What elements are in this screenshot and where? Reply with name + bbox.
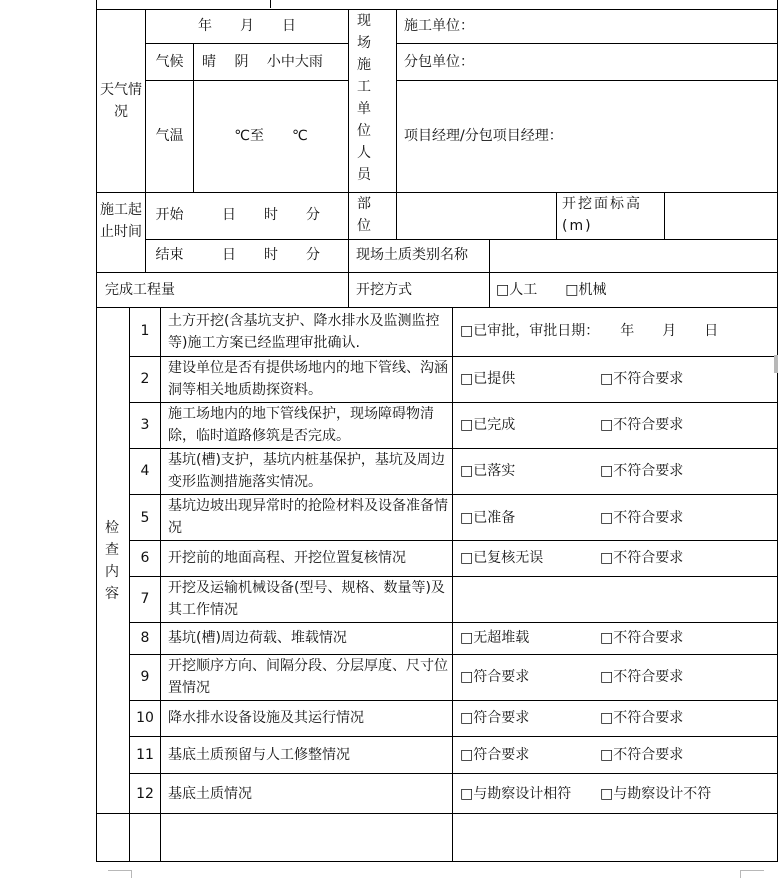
item-status-option: □与勘察设计不符 [600,786,712,802]
item-status-option: □不符合要求 [600,710,684,726]
item-number: 6 [140,550,150,566]
item-status-option: □不符合要求 [600,417,684,433]
rule [96,192,777,193]
end-time-value: 日 时 分 [222,247,320,263]
excavation-method-options: □人工 □机械 [496,282,607,298]
item-status-option: □符合要求 [460,669,530,685]
excavation-elevation-label: 开挖面标高(m) [562,196,642,234]
soil-type-label: 现场土质类别名称 [356,247,468,263]
item-number: 3 [140,417,150,433]
end-label: 结束 [155,247,184,263]
item-status-option: □不符合要求 [600,669,684,685]
item-status-option: □不符合要求 [600,371,684,387]
item-content: 降水排水设备设施及其运行情况 [168,710,364,726]
rule [96,861,777,862]
item-number: 1 [140,323,150,339]
item-status-option: □已复核无误 [460,550,544,566]
rule [145,43,348,44]
item-status-option: □已完成 [460,417,516,433]
item-content: 基坑(槽)周边荷载、堆载情况 [168,630,347,646]
page-corner-mark [108,870,132,871]
item-content: 开挖及运输机械设备(型号、规格、数量等)及其工作情况 [168,580,445,618]
item-number: 2 [140,371,150,387]
part-label: 部位 [357,196,371,234]
item-content: 基坑边坡出现异常时的抢险材料及设备准备情况 [168,498,448,536]
site-staff-label: 现场施工单位人员 [357,13,371,183]
item-number: 12 [136,786,154,802]
item-status-option: □不符合要求 [600,747,684,763]
rule [96,307,777,308]
item-content: 建设单位是否有提供场地内的地下管线、沟涵洞等相关地质勘探资料。 [168,360,448,398]
climate-options: 晴 阴 小中大雨 [202,54,323,70]
excavation-method-label: 开挖方式 [356,282,412,298]
rule [96,813,777,814]
temperature-range: ℃至 ℃ [234,128,308,144]
rule [160,307,161,862]
rule [777,0,778,862]
item-status-option: □已审批，审批日期： 年 月 日 [460,323,719,339]
weather-label: 天气情况 [100,82,142,120]
item-content: 土方开挖(含基坑支护、降水排水及监测监控等)施工方案已经监理审批确认. [168,313,440,351]
rule [396,80,777,81]
rule [664,192,665,240]
completed-work-label: 完成工程量 [105,282,175,298]
item-number: 5 [140,510,150,526]
item-status-option: □无超堆载 [460,630,530,646]
contractor-field: 施工单位： [404,18,474,34]
page-corner-mark [740,870,741,878]
item-content: 施工场地内的地下管线保护，现场障碍物清除，临时道路修筑是否完成。 [168,406,434,444]
rule [556,192,557,240]
rule [129,622,777,623]
rule [489,239,490,308]
page-corner-mark [131,870,132,878]
rule [396,9,397,240]
item-status-option: □已落实 [460,463,516,479]
item-content: 开挖前的地面高程、开挖位置复核情况 [168,550,406,566]
temperature-label: 气温 [155,128,184,144]
item-status-option: □不符合要求 [600,463,684,479]
rule [129,700,777,701]
item-status-option: □已准备 [460,510,516,526]
date-line: 年 月 日 [198,18,296,34]
item-status-option: □不符合要求 [600,510,684,526]
rule [145,80,348,81]
item-number: 8 [140,630,150,646]
subcontractor-field: 分包单位： [404,54,474,70]
rule [96,9,777,10]
item-number: 9 [140,669,150,685]
project-manager-field: 项目经理/分包项目经理： [404,128,563,144]
page-mark [270,0,271,8]
item-status-option: □符合要求 [460,747,530,763]
rule [396,43,777,44]
item-status-option: □不符合要求 [600,550,684,566]
item-content: 基底土质预留与人工修整情况 [168,747,350,763]
rule [452,307,453,862]
page-corner-mark [740,870,764,871]
item-number: 11 [136,747,154,763]
item-content: 开挖顺序方向、间隔分段、分层厚度、尺寸位置情况 [168,658,448,696]
item-number: 10 [136,710,154,726]
start-time-value: 日 时 分 [222,207,320,223]
rule [348,9,349,308]
item-number: 7 [140,591,150,607]
rule [129,307,130,862]
rule [129,540,777,541]
rule [129,773,777,774]
check-content-label: 检查内容 [105,520,119,602]
climate-label: 气候 [155,54,184,70]
item-content: 基坑(槽)支护，基坑内桩基保护，基坑及周边变形监测措施落实情况。 [168,452,445,490]
start-label: 开始 [155,207,184,223]
rule [96,272,777,273]
item-content: 基底土质情况 [168,786,252,802]
item-status-option: □与勘察设计相符 [460,786,572,802]
item-status-option: □不符合要求 [600,630,684,646]
construction-time-label: 施工起止时间 [100,202,142,240]
item-number: 4 [140,463,150,479]
rule [145,239,777,240]
scroll-mark [774,355,778,373]
item-status-option: □符合要求 [460,710,530,726]
item-status-option: □已提供 [460,371,516,387]
rule [193,43,194,193]
rule [96,0,97,862]
rule [129,736,777,737]
